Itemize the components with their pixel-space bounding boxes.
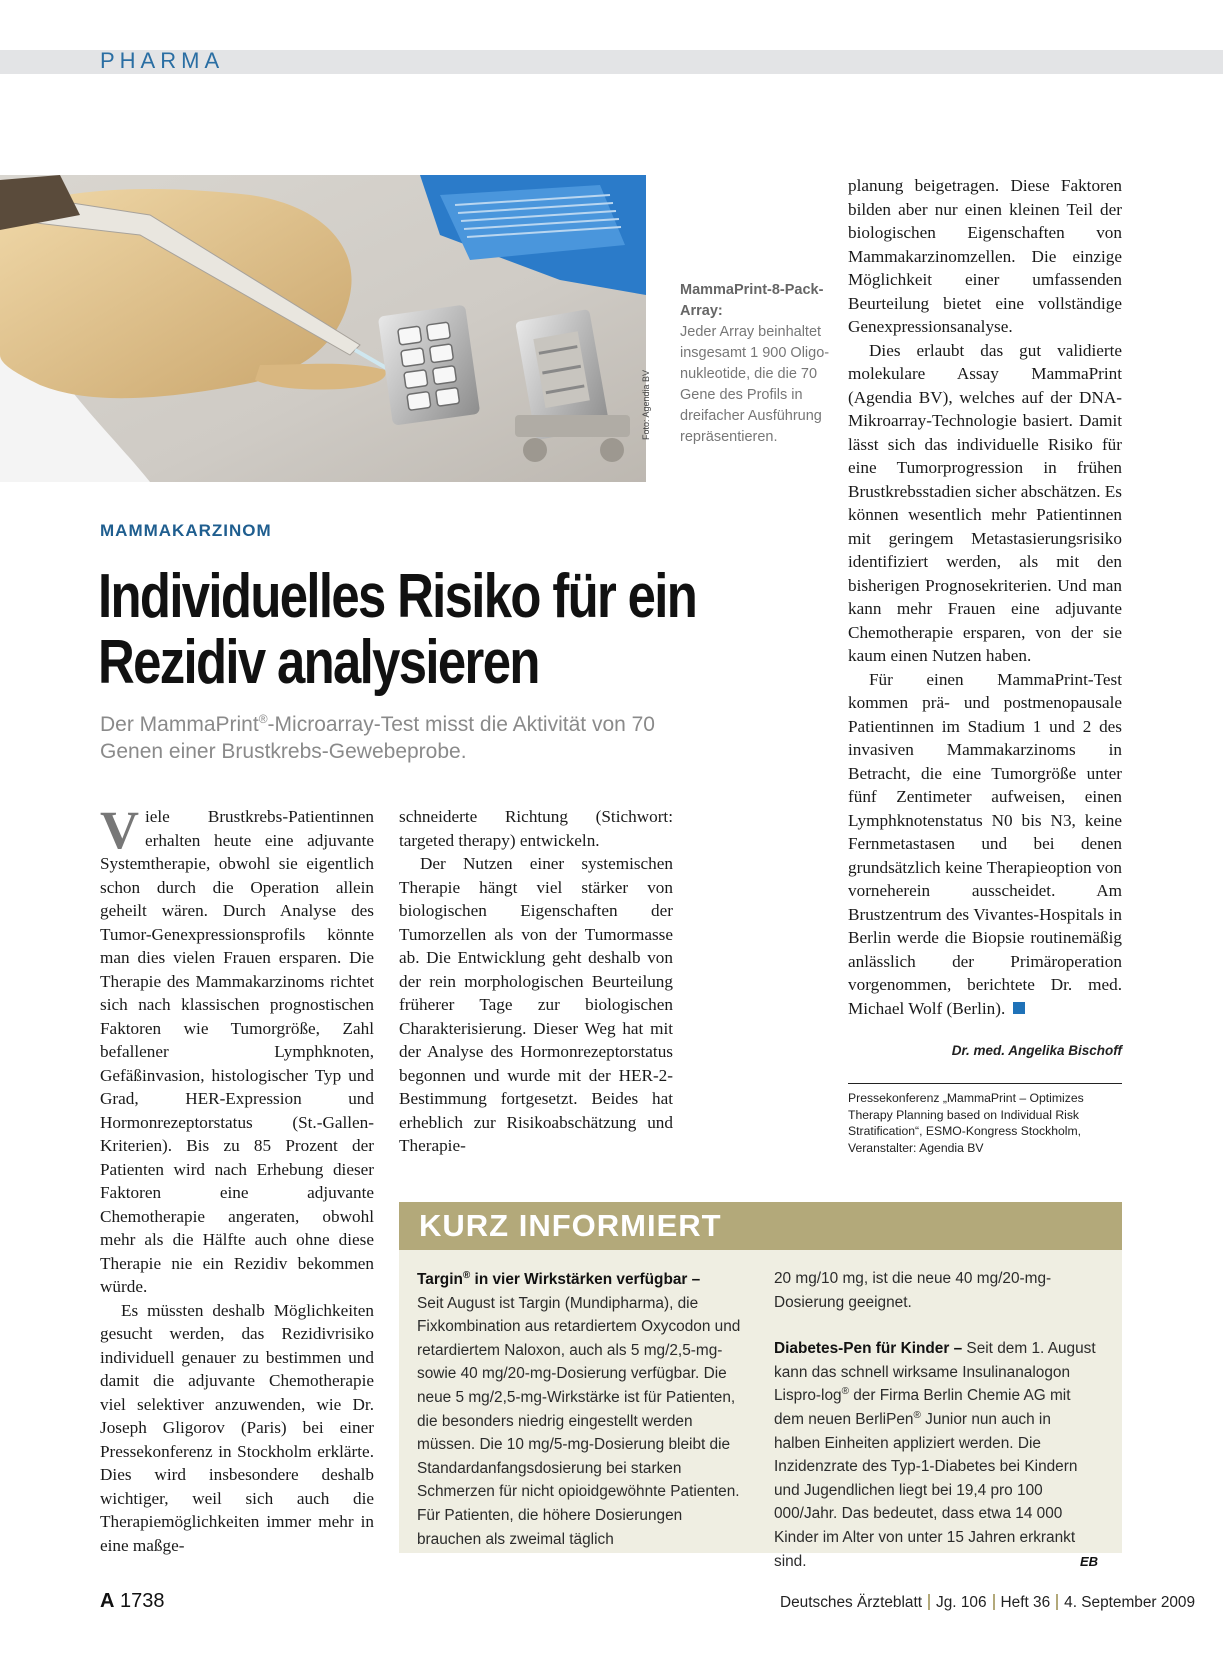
article-column-1 [100, 800, 374, 1557]
kurz-item [417, 1268, 741, 1551]
paragraph: schneiderte Richtung (Stichwort: targeted therapy) entwickeln. [399, 807, 673, 850]
journal-issue: Heft 36 [1000, 1594, 1051, 1611]
footer-separator [1056, 1594, 1058, 1610]
journal-name: Deutsches Ärzteblatt [780, 1594, 923, 1611]
kurz-informiert-box [399, 1202, 1122, 1570]
photo-caption-title: MammaPrint-8-Pack-Array: [680, 282, 824, 319]
paragraph: Dies erlaubt das gut validierte molekulare Assay MammaPrint (Agendia BV), welches auf der DNA-Mikroarray-Technologie basiert. Damit lässt sich das individuelle Risiko für eine Tumorprogression in frühen Brustkrebsstadien sicher abschätzen. Es können wesentlich mehr Patientinnen mit geringem Metastasierungsrisiko identifiziert werden, als mit den bisherigen Prognosekriterien. Und man kann mehr Frauen eine adjuvante Chemotherapie ersparen, von der sie kaum einen Nutzen haben. [848, 340, 1122, 665]
paragraph: planung beigetragen. Diese Faktoren bilden aber nur einen kleinen Teil der biologischen Eigenschaften von Mammakarzinomzellen. Die einzige Möglichkeit einer umfassenden Beurteilung bietet eine vollständige Genexpressionsanalyse. [848, 176, 1122, 336]
subhead-part-1: Der MammaPrint [100, 713, 259, 736]
page-number-value: 1738 [120, 1590, 165, 1612]
photo-credit: Foto: Agendia BV [641, 369, 651, 440]
journal-volume: Jg. 106 [936, 1594, 987, 1611]
kurz-signature: EB [1079, 1553, 1098, 1569]
section-label: PHARMA [100, 48, 225, 73]
paragraph: Es müssten deshalb Möglichkeiten gesucht werden, das Rezidivrisiko individuell genauer zu bestimmen und damit die adjuvante Chemotherapie viel selektiver anzuwenden, wie Dr. Joseph Gligorov (Paris) bei einer Pressekonferenz in Stockholm erklärte. Dies wird insbesondere deshalb wichtiger, weil sich auch die Therapiemöglichkeiten immer mehr in eine maßge- [100, 1300, 374, 1555]
article-photo [0, 175, 646, 482]
photo-caption [680, 280, 840, 448]
footer-separator [993, 1594, 995, 1610]
paragraph [100, 800, 374, 1299]
article-column-2 [399, 805, 673, 1158]
page-prefix: A [100, 1590, 115, 1612]
kurz-informiert-title: KURZ INFORMIERT [399, 1202, 1122, 1250]
kurz-item-title: Targin® in vier Wirkstärken verfügbar – [417, 1269, 701, 1288]
lab-photo-illustration [0, 175, 646, 482]
article-column-3 [848, 174, 1122, 1020]
registered-mark: ® [841, 1386, 849, 1398]
headline-line-1: Individuelles Risiko für ein [98, 562, 697, 631]
paragraph [848, 668, 1122, 1021]
journal-date: 4. September 2009 [1064, 1594, 1196, 1611]
registered-mark: ® [913, 1409, 921, 1421]
kurz-item-title: Diabetes-Pen für Kinder – [774, 1340, 963, 1358]
registered-mark: ® [258, 712, 268, 726]
drop-cap: V [100, 800, 139, 860]
article-kicker: MAMMAKARZINOM [100, 521, 272, 540]
end-mark-icon [1013, 1002, 1025, 1014]
registered-mark: ® [462, 1269, 471, 1281]
paragraph: Der Nutzen einer systemischen Therapie hängt viel stärker von biologischen Eigenschaften der Tumorzellen als von der Tumormasse ab. Die Entwicklung geht deshalb von der rein morphologischen Beurteilung früherer Tage zur biologischen Charakterisierung. Dieser Weg hat mit der Analyse des Hormonrezeptorstatus begonnen und wurde mit der HER-2-Bestimmung fortgesetzt. Beides hat erheblich zur Risikoabschätzung und Therapie- [399, 854, 673, 1155]
kurz-item-text: Seit August ist Targin (Mundipharma), die Fixkombination aus retardiertem Oxycodon und retardiertem Naloxon, auch als 5 mg/2,5-mg- sowie 40 mg/20-mg-Dosierung verfügbar. Die neue 5 mg/2,5-mg-Wirkstärke ist für Patienten, die besonders niedrig eingestellt werden müssen. Die 10 mg/5-mg-Dosierung bleibt die Standardanfangsdosierung bei starken Schmerzen für nicht opioidgewöhnte Patienten. Für Patienten, die höhere Dosierungen brauchen als zweimal täglich [417, 1294, 741, 1548]
article-source: Pressekonferenz „MammaPrint – Optimizes Therapy Planning based on Individual Risk Stratification“, ESMO-Kongress Stockholm, Veranstalter: Agendia BV [848, 1083, 1122, 1156]
paragraph-text: iele Brustkrebs-Patientinnen erhalten heute eine adjuvante Systemtherapie, obwohl sie eigentlich schon durch die Operation allein geheilt wären. Durch Analyse des Tumor-Genexpressionsprofils könnte man dies vielen Frauen ersparen. Die Therapie des Mammakarzinoms richtet sich nach klassischen prognostischen Faktoren wie Tumorgröße, Zahl befallener Lymphknoten, Gefäßinvasion, histologischer Typ und Grad, HER-Expression und Hormonrezeptorstatus (St.-Gallen-Kriterien). Bis zu 85 Prozent der Patienten wird nach Erhebung dieser Faktoren eine adjuvante Chemotherapie angeraten, obwohl mehr als die Hälfte auch ohne diese Therapie nie ein Rezidiv bekommen würde. [100, 807, 374, 1296]
article-headline [98, 564, 795, 696]
photo-caption-text: Jeder Array beinhaltet insgesamt 1 900 Oligo-nukleotide, die die 70 Gene des Profils in dreifacher Ausführung repräsentieren. [680, 324, 830, 445]
paragraph-text: Für einen MammaPrint-Test kommen prä- und postmenopausale Patientinnen im Stadium 1 und 2 des invasiven Mammakarzinoms in Betracht, die eine Tumorgröße unter fünf Zentimeter aufweisen, einen Lymphknotenstatus N0 bis N3, keine Fernmetastasen und bei denen grundsätzlich keine Therapieoption von vorneherein ausscheidet. Am Brustzentrum des Vivantes-Hospitals in Berlin werde die Biopsie routinemäßig anlässlich der Primäroperation vorgenommen, berichtete Dr. med. Michael Wolf (Berlin). [848, 669, 1122, 1018]
footer-journal-info [780, 1594, 1196, 1612]
page-number [100, 1590, 165, 1613]
article-author: Dr. med. Angelika Bischoff [951, 1043, 1122, 1058]
subhead-part-2: -Microarray-Test misst die Aktivität von 70 Genen einer Brustkrebs-Gewebeprobe. [100, 713, 655, 763]
kurz-item: Diabetes-Pen für Kinder – Seit dem 1. August kann das schnell wirksame Insulinanalogon Lispro-log® der Firma Berlin Chemie AG mit dem neuen BerliPen® Junior nun auch in halben Einheiten appliziert werden. Die Inzidenzrate des Typ-1-Diabetes bei Kindern und Jugendlichen liegt bei 19,4 pro 100 000/Jahr. Das bedeutet, dass etwa 14 000 Kinder im Alter von unter 15 Jahren erkrankt sind. EB [774, 1337, 1098, 1573]
kurz-column-2 [774, 1267, 1098, 1573]
kurz-column-1 [417, 1268, 741, 1551]
article-subhead [100, 706, 720, 765]
kurz-item-continuation: 20 mg/10 mg, ist die neue 40 mg/20-mg-Dosierung geeignet. [774, 1270, 1052, 1311]
headline-line-2: Rezidiv analysieren [98, 628, 539, 697]
footer-separator [928, 1594, 930, 1610]
